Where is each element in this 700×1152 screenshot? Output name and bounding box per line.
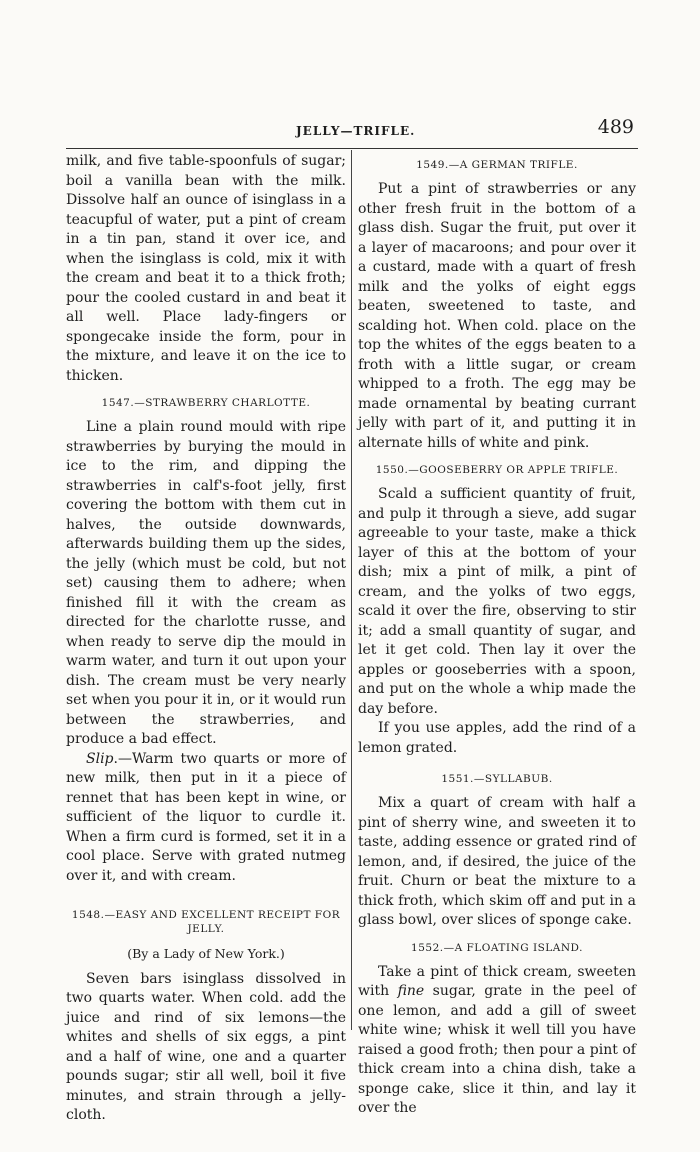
heading-1547: 1547.—STRAWBERRY CHARLOTTE. bbox=[101, 397, 311, 409]
paragraph-1552-end: sugar, grate in the peel of one lemon, and add a gill of sweet white wine; whisk it well till you have raised a good froth; then pour a pint of thick cream into a china dish, take a sponge cake, slice it thin, and lay it over the bbox=[358, 983, 636, 1116]
header-rule bbox=[66, 148, 638, 149]
paragraph-slip bbox=[66, 750, 346, 887]
paragraph-1547: Line a plain round mould with ripe strawberries by burying the mould in ice to the rim, and dipping the strawberries in calf's-foot jelly, first covering the bottom with them cut in halves, the outside downwards, afterwards building them up the sides, the jelly (which must be cold, but not set) causing them to adhere; when finished fill it with the cream as directed for the charlotte russe, and when ready to serve dip the mould in warm water, and turn it out upon your dish. The cream must be very nearly set when you pour it in, or it would run between the strawberries, and produce a bad effect. bbox=[66, 419, 346, 747]
paragraph-1552 bbox=[358, 963, 636, 1119]
heading-1548: 1548.—EASY AND EXCELLENT RECEIPT FOR JELLY. bbox=[71, 909, 341, 935]
heading-1550: 1550.—GOOSEBERRY OR APPLE TRIFLE. bbox=[375, 464, 619, 476]
byline-1548: (By a Lady of New York.) bbox=[127, 946, 285, 961]
paragraph-1549: Put a pint of strawberries or any other fresh fruit in the bottom of a glass dish. Sugar the fruit, put over it a layer of macaroons; and pour over it a custard, made with a quart of fresh milk and the yolks of eight eggs beaten, sweetened to taste, and scalding hot. When cold. place on the top the whites of the eggs beaten to a froth with a little sugar, or cream whipped to a froth. The egg may be made ornamental by beating currant jelly with part of it, and putting it in alternate hills of white and pink. bbox=[358, 181, 636, 451]
heading-1551: 1551.—SYLLABUB. bbox=[441, 773, 553, 785]
paragraph-1550b: If you use apples, add the rind of a lemon grated. bbox=[358, 720, 636, 756]
paragraph-1551: Mix a quart of cream with half a pint of sherry wine, and sweeten it to taste, adding essence or grated rind of lemon, and, if desired, the juice of the fruit. Churn or beat the mixture to a thick froth, which skim off and put in a glass bowl, over slices of sponge cake. bbox=[358, 795, 636, 928]
page-header bbox=[66, 116, 636, 146]
page-number: 489 bbox=[597, 116, 634, 138]
heading-1549: 1549.—A GERMAN TRIFLE. bbox=[416, 159, 578, 171]
paragraph-1552-start: Take a pint of thick cream, sweeten with bbox=[358, 963, 636, 999]
slip-word: Slip bbox=[86, 750, 114, 767]
paragraph-1548: Seven bars isinglass dissolved in two quarts water. When cold. add the juice and rind of six lemons—the whites and shells of six eggs, a pint and a half of wine, one and a quarter pounds sugar; stir all well, boil it five minutes, and strain through a jelly-cloth. bbox=[66, 970, 346, 1123]
paragraph-continued: milk, and five table-spoonfuls of sugar; boil a vanilla bean with the milk. Dissolve half an ounce of isinglass in a teacupful of water, put a pint of cream in a tin pan, stand it over ice, and when the isinglass is cold, mix it with the cream and beat it to a thick froth; pour the cooled custard in and beat it all well. Place lady-fingers or spongecake inside the form, pour in the mixture, and leave it on the ice to thicken. bbox=[66, 153, 346, 384]
running-head: JELLY—TRIFLE. bbox=[296, 124, 416, 138]
left-column bbox=[66, 152, 346, 1126]
slip-text: .—Warm two quarts or more of new milk, then put in it a piece of rennet that has been kept in wine, or sufficient of the liquor to curdle it. When a firm curd is formed, set it in a cool place. Serve with grated nutmeg over it, and with cream. bbox=[66, 750, 346, 884]
fine-word: fine bbox=[397, 983, 425, 999]
paragraph-1550: Scald a sufficient quantity of fruit, and pulp it through a sieve, add sugar agreeable to your taste, make a thick layer of this at the bottom of your dish; mix a pint of milk, a pint of cream, and the yolks of two eggs, scald it over the fire, observing to stir it; add a small quantity of sugar, and let it get cold. Then lay it over the apples or gooseberries with a spoon, and put on the whole a whip made the day before. bbox=[358, 486, 636, 717]
column-divider bbox=[351, 150, 352, 1030]
heading-1552: 1552.—A FLOATING ISLAND. bbox=[411, 941, 583, 954]
right-column bbox=[358, 152, 636, 1119]
